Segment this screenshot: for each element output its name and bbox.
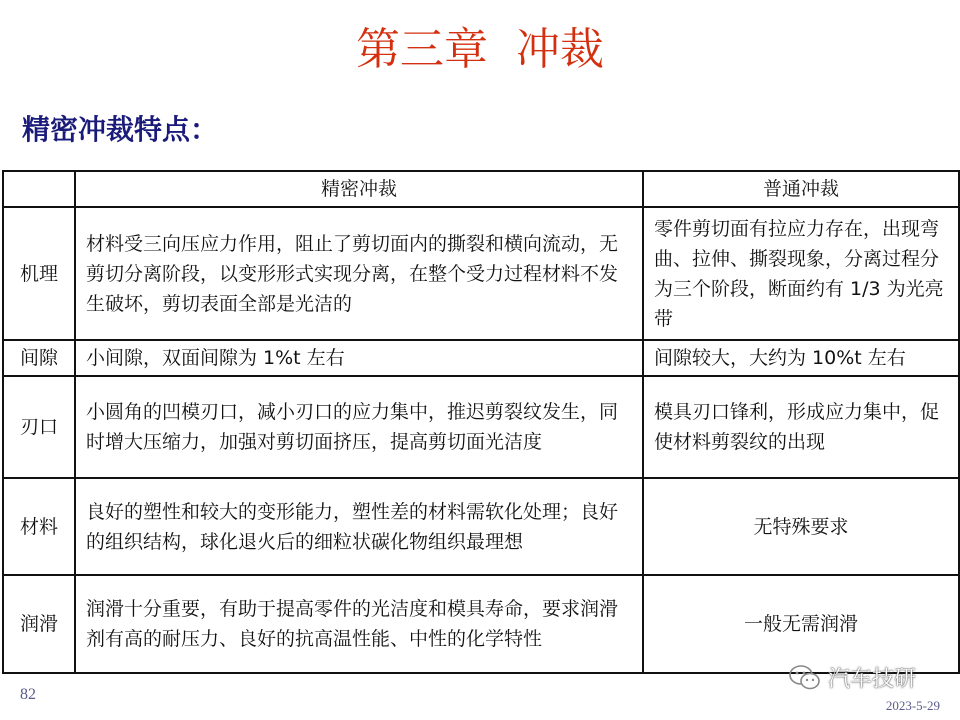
normal-blanking-cell: 间隙较大，大约为 10%t 左右 — [643, 340, 959, 376]
header-normal-blanking: 普通冲裁 — [643, 171, 959, 207]
table-row — [3, 376, 959, 478]
row-label: 材料 — [3, 478, 75, 575]
row-label: 间隙 — [3, 340, 75, 376]
table-row — [3, 207, 959, 340]
normal-blanking-cell: 零件剪切面有拉应力存在，出现弯曲、拉伸、撕裂现象，分离过程分为三个阶段，断面约有 1/3 为光亮带 — [643, 207, 959, 340]
slide-subtitle: 精密冲裁特点： — [22, 113, 219, 146]
watermark-text: 汽车技研 — [828, 667, 917, 692]
table-row — [3, 575, 959, 673]
fine-blanking-cell: 材料受三向压应力作用，阻止了剪切面内的撕裂和横向流动，无剪切分离阶段，以变形形式实现分离，在整个受力过程材料不发生破坏，剪切表面全部是光洁的 — [75, 207, 643, 340]
table-row — [3, 478, 959, 575]
comparison-table — [2, 170, 960, 674]
normal-blanking-cell: 一般无需润滑 — [643, 575, 959, 673]
normal-blanking-cell: 模具刃口锋利，形成应力集中，促使材料剪裂纹的出现 — [643, 376, 959, 478]
header-fine-blanking: 精密冲裁 — [75, 171, 643, 207]
page-number: 82 — [20, 686, 36, 703]
fine-blanking-cell: 润滑十分重要，有助于提高零件的光洁度和模具寿命，要求润滑剂有高的耐压力、良好的抗高温性能、中性的化学特性 — [75, 575, 643, 673]
row-label: 机理 — [3, 207, 75, 340]
table-row — [3, 340, 959, 376]
wechat-icon — [788, 664, 822, 692]
row-label: 润滑 — [3, 575, 75, 673]
watermark — [788, 662, 916, 693]
header-corner-cell — [3, 171, 75, 207]
fine-blanking-cell: 小间隙，双面间隙为 1%t 左右 — [75, 340, 643, 376]
fine-blanking-cell: 良好的塑性和较大的变形能力，塑性差的材料需软化处理；良好的组织结构，球化退火后的细粒状碳化物组织最理想 — [75, 478, 643, 575]
fine-blanking-cell: 小圆角的凹模刃口，减小刃口的应力集中，推迟剪裂纹发生，同时增大压缩力，加强对剪切面挤压，提高剪切面光洁度 — [75, 376, 643, 478]
row-label: 刃口 — [3, 376, 75, 478]
table-header-row — [3, 171, 959, 207]
slide-date: 2023-5-29 — [885, 698, 940, 713]
normal-blanking-cell: 无特殊要求 — [643, 478, 959, 575]
slide-title: 第三章 冲裁 — [356, 24, 604, 75]
